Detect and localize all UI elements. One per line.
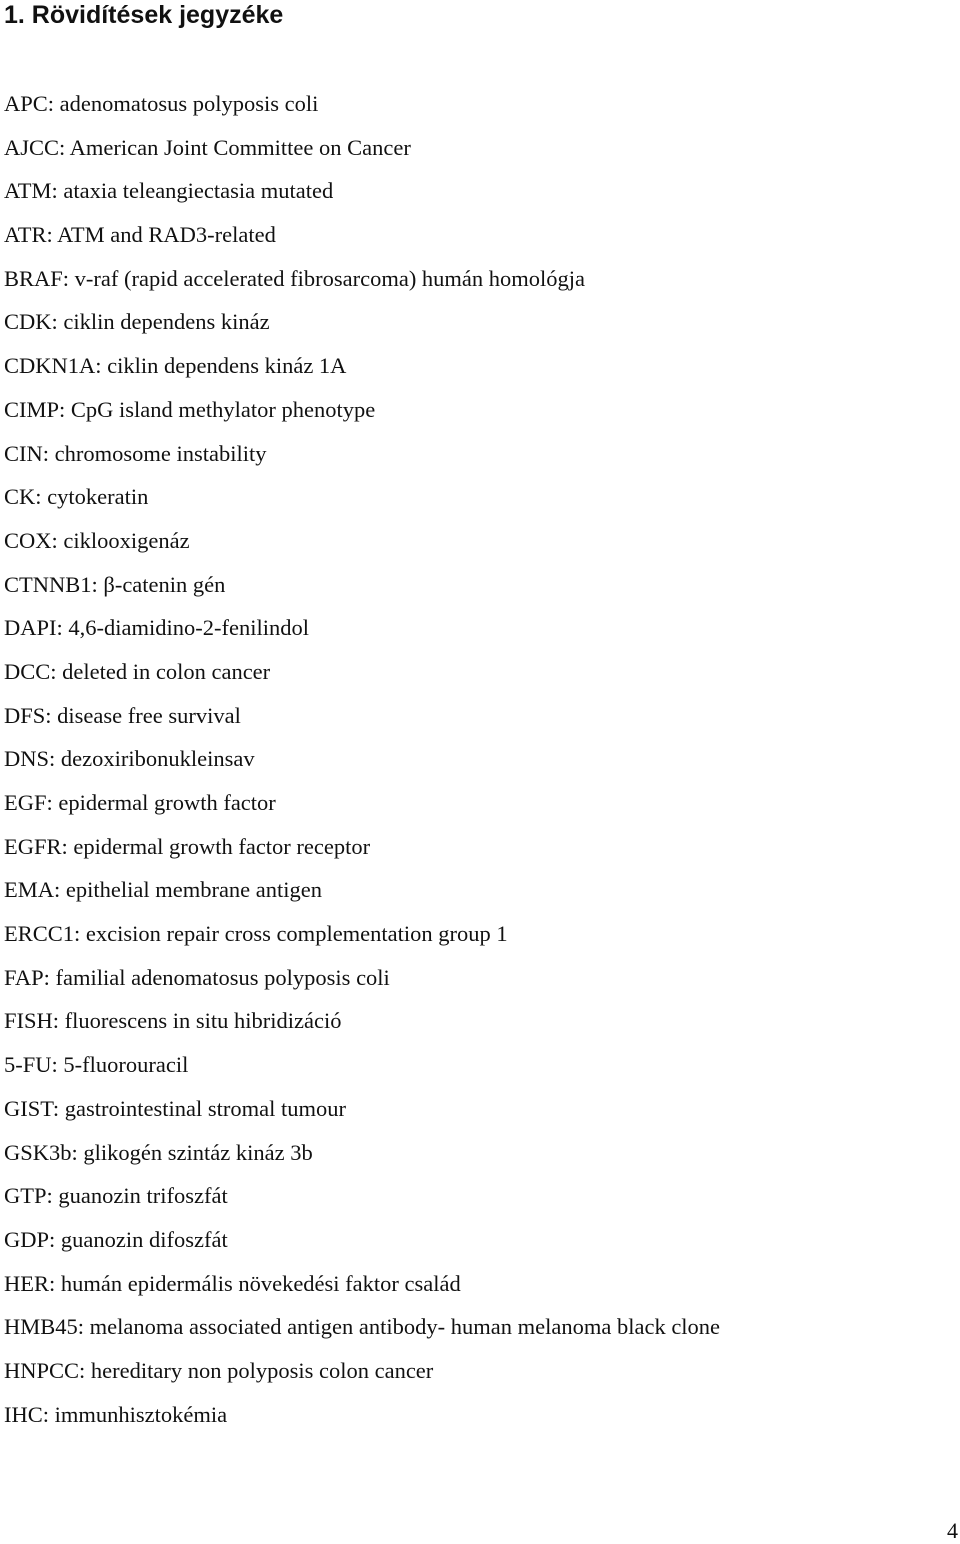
list-item: CIMP: CpG island methylator phenotype bbox=[4, 396, 376, 422]
list-item: CTNNB1: β-catenin gén bbox=[4, 571, 226, 597]
list-item: APC: adenomatosus polyposis coli bbox=[4, 91, 319, 116]
list-item: CK: cytokeratin bbox=[4, 484, 149, 510]
list-item: IHC: immunhisztokémia bbox=[4, 1401, 228, 1427]
list-item: FAP: familial adenomatosus polyposis coli bbox=[4, 964, 390, 990]
list-item: FISH: fluorescens in situ hibridizáció bbox=[4, 1008, 342, 1034]
list-item: HER: humán epidermális növekedési faktor család bbox=[4, 1270, 461, 1296]
list-item: HMB45: melanoma associated antigen antibody- human melanoma black clone bbox=[4, 1314, 721, 1340]
list-item: CDKN1A: ciklin dependens kináz 1A bbox=[4, 353, 347, 379]
list-item: GIST: gastrointestinal stromal tumour bbox=[4, 1095, 346, 1121]
list-item: COX: ciklooxigenáz bbox=[4, 527, 190, 553]
abbreviation-list bbox=[4, 87, 720, 1441]
page-number: 4 bbox=[947, 1518, 958, 1543]
list-item: ATR: ATM and RAD3-related bbox=[4, 222, 276, 248]
list-item: EGFR: epidermal growth factor receptor bbox=[4, 833, 371, 859]
list-item: AJCC: American Joint Committee on Cancer bbox=[4, 134, 411, 160]
list-item: CDK: ciklin dependens kináz bbox=[4, 309, 270, 335]
list-item: DCC: deleted in colon cancer bbox=[4, 658, 271, 684]
list-item: 5-FU: 5-fluorouracil bbox=[4, 1052, 189, 1078]
list-item: GTP: guanozin trifoszfát bbox=[4, 1183, 228, 1209]
list-item: BRAF: v-raf (rapid accelerated fibrosarcoma) humán homológja bbox=[4, 265, 586, 291]
list-item: EGF: epidermal growth factor bbox=[4, 790, 276, 815]
list-item: DAPI: 4,6-diamidino-2-fenilindol bbox=[4, 615, 309, 641]
list-item: DNS: dezoxiribonukleinsav bbox=[4, 746, 255, 772]
list-item: ERCC1: excision repair cross complementation group 1 bbox=[4, 921, 508, 947]
list-item: GSK3b: glikogén szintáz kináz 3b bbox=[4, 1139, 313, 1165]
list-item: CIN: chromosome instability bbox=[4, 440, 267, 466]
page-title: 1. Rövidítések jegyzéke bbox=[4, 1, 284, 29]
list-item: DFS: disease free survival bbox=[4, 702, 241, 728]
list-item: HNPCC: hereditary non polyposis colon cancer bbox=[4, 1357, 434, 1383]
list-item: EMA: epithelial membrane antigen bbox=[4, 877, 323, 903]
list-item: ATM: ataxia teleangiectasia mutated bbox=[4, 178, 334, 204]
list-item: GDP: guanozin difoszfát bbox=[4, 1226, 228, 1252]
